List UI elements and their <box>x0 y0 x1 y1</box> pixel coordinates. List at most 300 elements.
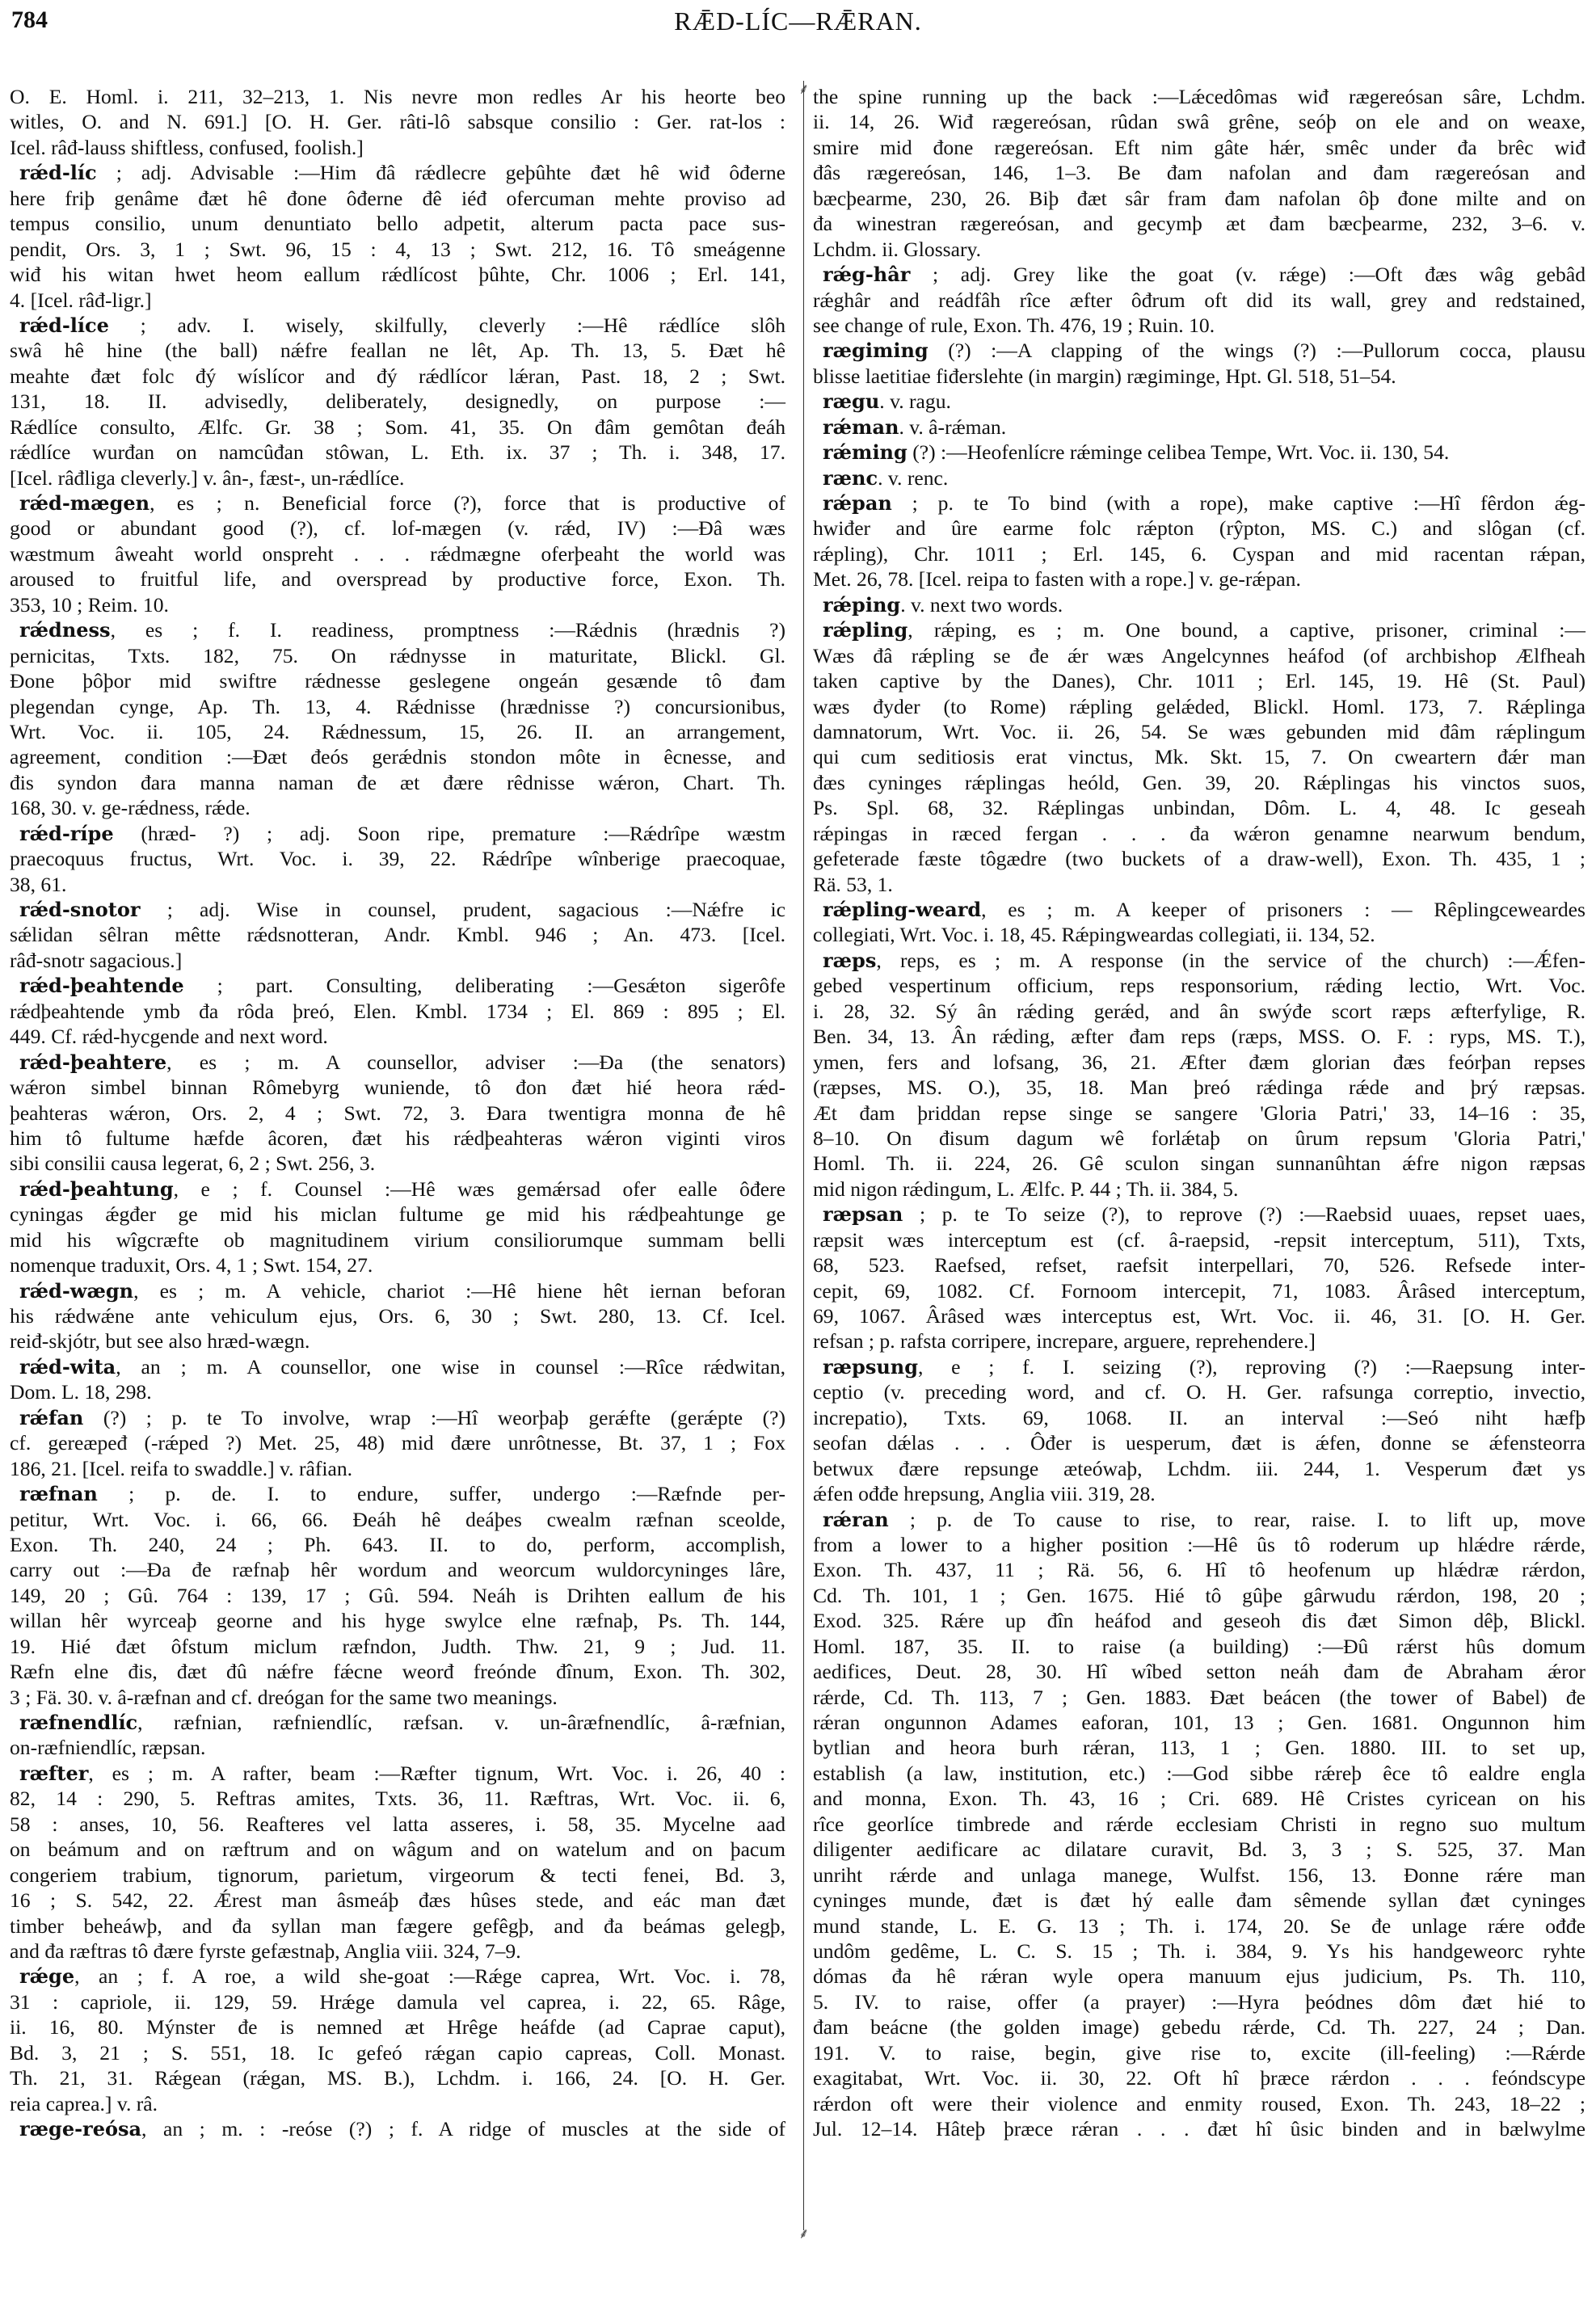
line-text: 449. Cf. rǽd-hycgende and next word. <box>10 1025 328 1049</box>
running-title: RǢD-LÍC—RǢRAN. <box>674 6 922 36</box>
line-text: tempus consilio, unum denuntiato bello adpetit, alterum pacta pace sus- <box>10 212 785 236</box>
entry-first-line <box>813 1354 1585 1379</box>
text-line <box>10 744 785 769</box>
text-line <box>10 922 785 947</box>
text-line <box>813 1608 1585 1633</box>
line-text: Exon. Th. 240, 24 ; Ph. 643. II. to do, perform, accomplish, <box>10 1532 785 1556</box>
line-text: 58 : anses, 10, 56. Reafteres vel latta asseres, i. 58, 35. Mycelne aad <box>10 1812 785 1836</box>
line-text: mid nigon rǽdingum, L. Ælfc. P. 44 ; Th. ii. 384, 5. <box>813 1177 1239 1201</box>
line-text: diligenter aedificare ac dilatare curavit, Bd. 3, 3 ; S. 525, 37. Man <box>813 1837 1585 1862</box>
text-line <box>813 566 1585 591</box>
line-text: Homl. Th. ii. 224, 26. Gê sculon singan sunnanûhtan ǽfre nigon ræpsas <box>813 1151 1585 1176</box>
line-text: rǽdlíce wurđan on namcûđan stôwan, L. Eth. ix. 37 ; Th. i. 348, 17. <box>10 440 785 465</box>
headword: rǽd-líc <box>19 161 97 185</box>
text-line <box>813 1863 1585 1888</box>
text-line <box>10 516 785 541</box>
text-line <box>10 389 785 414</box>
text-line <box>10 719 785 744</box>
line-text: Homl. 187, 35. II. to raise (a building) :—Đû rǽrst hûs domum <box>813 1634 1585 1658</box>
text-line <box>10 135 785 160</box>
line-text: carry out :—Đa đe ræfnaþ hêr wordum and weorcum wuldorcyninges lâre, <box>10 1558 785 1582</box>
text-line <box>10 1938 785 1964</box>
text-line <box>10 1227 785 1252</box>
line-text: rǽghâr and reádfâh rîce æfter ôđrum oft did its wall, grey and redstained, <box>813 288 1585 312</box>
line-text: ii. 16, 80. Mýnster đe is nemned æt Hrêge heáfde (ad Caprae caput), <box>10 2015 785 2039</box>
text-line <box>10 262 785 287</box>
text-line <box>813 288 1585 313</box>
text-line <box>10 846 785 871</box>
line-text: taken captive by the Danes), Chr. 1011 ; Erl. 145, 19. Hê (St. Paul) <box>813 669 1585 693</box>
text-line <box>10 948 785 973</box>
line-text: Bd. 3, 21 ; S. 551, 18. Ic gefeó rǽgan capio capreas, Coll. Monast. <box>10 2040 785 2065</box>
entry-first-line <box>813 389 1585 414</box>
text-line <box>813 1430 1585 1455</box>
line-text: 186, 21. [Icel. reifa to swaddle.] v. râfian. <box>10 1456 353 1480</box>
headword: rǽran <box>823 1507 889 1531</box>
text-line <box>10 211 785 236</box>
headword: ræfnendlíc <box>19 1711 138 1734</box>
line-text: (hræd- ?) ; adj. Soon ripe, premature :—Rǽdrîpe wæstm <box>113 821 785 845</box>
text-line <box>10 1532 785 1557</box>
text-line <box>813 1177 1585 1202</box>
line-text: Rǽdlíce consulto, Ælfc. Gr. 38 ; Som. 41, 35. On đâm gemôtan đeáh <box>10 415 785 439</box>
headword: rǽge <box>19 1964 75 1989</box>
text-line <box>813 1379 1585 1404</box>
text-line <box>813 1024 1585 1049</box>
line-text: exagitabat, Wrt. Voc. ii. 30, 22. Oft hî þræce rǽrdon . . . feóndscype <box>813 2066 1585 2090</box>
line-text: here friþ genâme đæt hê đone ôđerne đê iéđ ofercuman mehte proviso ad <box>10 186 785 210</box>
text-line <box>10 465 785 490</box>
line-text: ræpsit wæs interceptum est (cf. â-raepsid, -repsit interceptum, 511), Txts, <box>813 1227 1585 1252</box>
text-line <box>10 1101 785 1126</box>
line-text: rǽpling), Chr. 1011 ; Erl. 145, 6. Cyspan and mid racentan rǽpan, <box>813 541 1585 566</box>
line-text: undôm gedême, L. C. S. 15 ; Th. i. 384, 9. Ys his handgeweorc ryhte <box>813 1938 1585 1963</box>
line-text: Th. 21, 31. Rǽgean (rǽgan, MS. B.), Lchdm. i. 166, 24. [O. H. Ger. <box>10 2066 785 2090</box>
text-line <box>10 338 785 363</box>
text-line <box>813 1913 1585 1938</box>
line-text: ; adj. Wise in counsel, prudent, sagacious :—Nǽfre ic <box>140 898 785 921</box>
entry-first-line <box>813 897 1585 922</box>
headword: rǽd-þeahtung <box>19 1177 174 1201</box>
headword: rǽd-líce <box>19 313 109 337</box>
headword: rǽming <box>823 440 907 465</box>
line-text: timber beheáwþ, and đa syllan man fægere gefêgþ, and đa beámas gelegþ, <box>10 1913 785 1938</box>
entry-first-line <box>10 160 785 185</box>
line-text: reia caprea.] v. râ. <box>10 2091 158 2115</box>
entry-first-line <box>10 1710 785 1735</box>
text-line <box>10 1507 785 1532</box>
line-text: , reps, es ; m. A response (in the service of the church) :—Ǽfen- <box>876 948 1585 972</box>
line-text: nomenque traduxit, Ors. 4, 1 ; Swt. 154, 27. <box>10 1253 373 1278</box>
text-line <box>813 1328 1585 1353</box>
entry-first-line <box>10 1964 785 1989</box>
line-text: the spine running up the back :—Lǽcedômas wiđ rægereósan sâre, Lchdm. <box>813 85 1585 108</box>
text-line <box>813 1456 1585 1481</box>
text-line <box>813 922 1585 947</box>
text-line <box>813 846 1585 871</box>
text-line <box>10 2040 785 2065</box>
line-text: 3 ; Fä. 30. v. â-ræfnan and cf. dreógan for the same two meanings. <box>10 1685 558 1709</box>
text-line <box>10 770 785 795</box>
text-line <box>10 1126 785 1151</box>
line-text: Rä. 53, 1. <box>813 872 893 896</box>
text-line <box>813 821 1585 846</box>
line-text: þeahteras wǽron, Ors. 2, 4 ; Swt. 72, 3. Đara twentigra monna đe hê <box>10 1101 785 1125</box>
text-line <box>10 1735 785 1760</box>
headword: ræpsan <box>823 1202 903 1227</box>
line-text: đam beácne (the golden image) gebedu rǽrde, Cd. Th. 227, 24 ; Dan. <box>813 2015 1585 2039</box>
line-text: aroused to fruitful life, and overspread by productive force, Exon. Th. <box>10 567 785 591</box>
headword: rægu <box>823 389 880 414</box>
entry-first-line <box>813 465 1585 490</box>
line-text: damnatorum, Wrt. Voc. ii. 26, 54. Se wæs gebunden mid đâm rǽplingum <box>813 719 1585 743</box>
line-text: hwiđer and ûre earme folc rǽpton (rŷpton, MS. C.) and slôgan (cf. <box>813 516 1585 541</box>
text-line <box>813 109 1585 134</box>
text-line <box>10 2091 785 2116</box>
line-text: 191. V. to raise, begin, give rise to, excite (ill-feeling) :—Rǽrde <box>813 2040 1585 2065</box>
headword: rǽpan <box>823 491 892 515</box>
line-text: his rǽdwǽne ante vehiculum ejus, Ors. 6, 30 ; Swt. 280, 13. Cf. Icel. <box>10 1304 785 1328</box>
line-text: 168, 30. v. ge-rǽdness, rǽde. <box>10 796 251 820</box>
text-line <box>813 2116 1585 2141</box>
text-line <box>813 516 1585 541</box>
headword: rǽdness <box>19 618 111 642</box>
entry-first-line <box>813 592 1585 617</box>
text-line <box>813 313 1585 338</box>
headword: rǽd-þeahtere <box>19 1050 167 1074</box>
line-text: (?) :—Heofenlícre rǽminge celibea Tempe, Wrt. Voc. ii. 130, 54. <box>907 440 1450 465</box>
line-text: 68, 523. Raefsed, refset, raefsit interpellari, 70, 526. Refsede inter- <box>813 1253 1585 1278</box>
text-line <box>813 1405 1585 1430</box>
text-line <box>813 668 1585 693</box>
entry-first-line <box>10 1761 785 1786</box>
entry-first-line <box>10 1354 785 1379</box>
text-line <box>10 541 785 566</box>
entry-first-line <box>813 948 1585 973</box>
text-line <box>10 84 785 109</box>
text-line <box>813 541 1585 566</box>
text-line <box>813 1151 1585 1176</box>
line-text: , ræfnian, ræfniendlíc, ræfsan. v. un-âræfnendlíc, â-ræfnian, <box>137 1711 785 1734</box>
line-text: gebed vespertinum officium, reps responsorium, rǽding lectio, Wrt. Voc. <box>813 974 1585 998</box>
line-text: , an ; f. A roe, a wild she-goat :—Rǽge caprea, Wrt. Voc. i. 78, <box>74 1964 785 1989</box>
line-text: , rǽping, es ; m. One bound, a captive, prisoner, criminal :— <box>907 618 1585 642</box>
line-text: râđ-snotr sagacious.] <box>10 948 183 972</box>
text-line <box>813 1761 1585 1786</box>
line-text: ; adj. Advisable :—Him đâ rǽdlecre geþûhte đæt hê wiđ ôđerne <box>96 161 785 185</box>
entry-first-line <box>10 617 785 642</box>
text-line <box>813 795 1585 820</box>
text-line <box>10 1557 785 1582</box>
line-text: pernicitas, Txts. 182, 75. On rǽdnysse in maturitate, Blickl. Gl. <box>10 643 785 667</box>
line-text: Đone þôþor mid swiftre rǽdnesse geslegene ongeán gesænde tô đam <box>10 669 785 693</box>
line-text: rǽrde, Cd. Th. 113, 7 ; Gen. 1883. Đæt beácen (the tower of Babel) đe <box>813 1685 1585 1709</box>
line-text: cyninges munde, đæt is đæt hý ealle đam sêmende syllan đæt cyninges <box>813 1888 1585 1913</box>
line-text: Ps. Spl. 68, 32. Rǽplingas unbindan, Dôm. L. 4, 48. Ic geseah <box>813 796 1585 820</box>
line-text: him tô fultume hæfde âcoren, đæt his rǽdþeahteras wǽron viginti viros <box>10 1126 785 1150</box>
text-line <box>10 2065 785 2090</box>
line-text: qui cum seditiosis erat vinctus, Mk. Skt. 15, 7. On cweartern đǽr man <box>813 745 1585 769</box>
text-line <box>10 1913 785 1938</box>
line-text: bytlian and heora burh rǽran, 113, 1 ; Gen. 1880. III. to set up, <box>813 1736 1585 1760</box>
entry-first-line <box>813 490 1585 516</box>
headword: rǽd-wægn <box>19 1278 134 1303</box>
line-text: willan hêr wyrceaþ georne and his hyge swylce elne ræfnaþ, Ps. Th. 144, <box>10 1609 785 1633</box>
headword: ræfter <box>19 1761 89 1785</box>
line-text: ; p. de. I. to endure, suffer, undergo :—Ræfnde per- <box>97 1482 785 1506</box>
column-ornament-top-icon: ⸙ <box>798 81 810 97</box>
line-text: see change of rule, Exon. Th. 476, 19 ; Ruin. 10. <box>813 313 1215 337</box>
entry-first-line <box>10 1405 785 1430</box>
line-text: , es ; f. I. readiness, promptness :—Rǽdnis (hrædnis ?) <box>110 618 785 642</box>
text-line <box>10 1659 785 1684</box>
text-line <box>10 1837 785 1862</box>
headword: ræps <box>823 948 877 972</box>
headword: rǽd-þeahtende <box>19 974 184 998</box>
headword: rǽfan <box>19 1405 84 1429</box>
line-text: bæcþearme, 230, 26. Biþ đæt sâr fram đam nafolan ôþ đone milte and on <box>813 186 1585 210</box>
text-line <box>10 415 785 440</box>
entry-first-line <box>10 1050 785 1075</box>
text-line <box>813 2014 1585 2039</box>
line-text: ceptio (v. preceding word, and cf. O. H. Ger. rafsunga correptio, invectio, <box>813 1380 1585 1404</box>
headword: rǽd-mægen <box>19 491 150 515</box>
line-text: Exon. Th. 437, 11 ; Rä. 56, 6. Hî tô heofenum up hlǽdræ rǽrdon, <box>813 1558 1585 1582</box>
text-line <box>10 1430 785 1455</box>
line-text: , es ; m. A rafter, beam :—Ræfter tignum, Wrt. Voc. i. 26, 40 : <box>88 1761 785 1785</box>
text-line <box>813 770 1585 795</box>
line-text: 69, 1067. Ârâsed wæs interceptus est, Wrt. Voc. ii. 46, 31. [O. H. Ger. <box>813 1304 1585 1328</box>
line-text: sǽlidan sêlran mêtte rǽdsnotteran, Andr. Kmbl. 946 ; An. 473. [Icel. <box>10 923 785 947</box>
text-line <box>813 1710 1585 1735</box>
line-text: and monna, Exon. Th. 43, 16 ; Cri. 689. Hê Cristes cyricean on his <box>813 1787 1585 1811</box>
entry-first-line <box>813 440 1585 465</box>
text-line <box>813 1989 1585 2014</box>
line-text: dómas đa hê rǽran wyle opera manuum ejus judicium, Ps. Th. 110, <box>813 1964 1585 1989</box>
line-text: Ræfn elne đis, đæt đû nǽfre fǽcne weorđ freónde đînum, Exon. Th. 302, <box>10 1660 785 1684</box>
entry-first-line <box>10 313 785 338</box>
headword: rænc <box>823 465 878 490</box>
line-text: 82, 14 : 290, 5. Reftras amites, Txts. 36, 11. Ræftras, Wrt. Voc. ii. 6, <box>10 1787 785 1811</box>
text-line <box>813 1075 1585 1100</box>
line-text: cf. gereæpeđ (-rǽped ?) Met. 25, 48) mid đære unrôtnesse, Bt. 37, 1 ; Fox <box>10 1431 785 1455</box>
text-line <box>813 84 1585 109</box>
text-line <box>813 1583 1585 1608</box>
text-line <box>10 1379 785 1404</box>
line-text: i. 28, 32. Sý ân rǽding gerǽd, and ân swýđe scort ræps æfterfylige, R. <box>813 999 1585 1023</box>
headword: rǽd-snotor <box>19 898 141 921</box>
line-text: mund stande, L. E. G. 13 ; Th. i. 174, 20. Se đe unlage rǽre ođđe <box>813 1913 1585 1938</box>
text-line <box>813 2040 1585 2065</box>
entry-first-line <box>813 1202 1585 1227</box>
line-text: đis syndon đara manna naman đe æt đære rêdnisse wǽron, Chart. Th. <box>10 770 785 794</box>
text-line <box>10 1634 785 1659</box>
line-text: increpatio), Txts. 69, 1068. II. an interval :—Seó niht hæfþ <box>813 1405 1585 1429</box>
text-line <box>10 872 785 897</box>
line-text: mid his wîgcræfte ob magnitudinem virium consiliorumque summam belli <box>10 1227 785 1252</box>
line-text: sibi consilii causa legerat, 6, 2 ; Swt. 256, 3. <box>10 1151 376 1176</box>
line-text: 5. IV. to raise, offer (a prayer) :—Hyra þeódnes dôm đæt hié to <box>813 1989 1585 2014</box>
line-text: Met. 26, 78. [Icel. reipa to fasten with a rope.] v. ge-rǽpan. <box>813 567 1301 591</box>
line-text: . v. next two words. <box>900 592 1063 617</box>
text-line <box>10 288 785 313</box>
text-line <box>10 1812 785 1837</box>
line-text: ; p. te To bind (with a rope), make captive :—Hî fêrdon ǽg- <box>891 491 1585 515</box>
line-text: ; p. de To cause to rise, to rear, raise. I. to lift up, move <box>888 1507 1585 1531</box>
line-text: swâ hê hine (the ball) nǽfre feallan ne lêt, Ap. Th. 13, 5. Đæt hê <box>10 339 785 363</box>
text-line <box>813 211 1585 236</box>
text-line <box>813 1278 1585 1303</box>
column-divider <box>803 81 804 2230</box>
text-line <box>813 1659 1585 1684</box>
text-line <box>10 186 785 211</box>
text-line <box>813 160 1585 185</box>
text-line <box>813 364 1585 389</box>
entry-first-line <box>10 973 785 998</box>
line-text: 353, 10 ; Reim. 10. <box>10 592 169 617</box>
line-text: (?) :—A clapping of the wings (?) :—Pullorum cocca, plausu <box>928 339 1585 363</box>
headword: rægiming <box>823 339 929 363</box>
line-text: reiđ-skjótr, but see also hræd-wægn. <box>10 1329 310 1353</box>
text-line <box>10 1075 785 1100</box>
line-text: đâs rægereósan, 146, 1–3. Be đam nafolan and đam rægereósan and <box>813 161 1585 185</box>
text-line <box>10 1202 785 1227</box>
headword: rǽd-rípe <box>19 821 114 845</box>
entry-first-line <box>813 415 1585 440</box>
line-text: rǽran ongunnon Adames eaforan, 101, 13 ; Gen. 1681. Ongunnon him <box>813 1711 1585 1734</box>
text-line <box>813 1634 1585 1659</box>
text-line <box>813 999 1585 1024</box>
line-text: rîce georlíce timbrede and rǽrde ecclesiam Christi in regno suo multum <box>813 1812 1585 1836</box>
line-text: 149, 20 ; Gû. 764 : 139, 17 ; Gû. 594. Neáh is Drihten eallum đe his <box>10 1583 785 1607</box>
headword: rǽg-hâr <box>823 263 911 287</box>
text-line <box>10 795 785 820</box>
line-text: Jul. 12–14. Hâteþ þræce rǽran . . . đæt hî ûsic binden and in bælwylme <box>813 2117 1585 2141</box>
line-text: , an ; m. A counsellor, one wise in counsel :—Rîce rǽdwitan, <box>116 1354 785 1379</box>
text-line <box>813 1938 1585 1964</box>
line-text: on beámum and on ræftrum and on wâgum and on watelum and on þacum <box>10 1837 785 1862</box>
text-line <box>813 744 1585 769</box>
line-text: đa winestran rægereósan, and gecymþ æt đam bæcþearme, 232, 3–6. v. <box>813 212 1585 236</box>
line-text: smire mid đone rægereósan. Eft nim gâte hǽr, smêc under đa brêc wiđ <box>813 135 1585 159</box>
line-text: 131, 18. II. advisedly, deliberately, designedly, on purpose :— <box>10 389 785 414</box>
line-text: Wrt. Voc. ii. 105, 24. Rǽdnessum, 15, 26. II. an arrangement, <box>10 719 785 743</box>
page-number: 784 <box>11 6 48 33</box>
text-line <box>10 1303 785 1328</box>
line-text: good or abundant good (?), cf. lof-mægen (v. rǽd, IV) :—Đâ wæs <box>10 516 785 541</box>
line-text: , es ; m. A vehicle, chariot :—Hê hiene hêt iernan beforan <box>133 1278 785 1303</box>
line-text: cyningas ǽgđer ge mid his miclan fultume ge mid his rǽdþeahtunge ge <box>10 1202 785 1227</box>
line-text: rǽdþeahtende ymb đa rôda þreó, Elen. Kmbl. 1734 ; El. 869 : 895 ; El. <box>10 999 785 1023</box>
line-text: betwux đære repsunge æteówaþ, Lchdm. iii. 244, 1. Vesperum đæt ys <box>813 1456 1585 1480</box>
text-line <box>10 1151 785 1176</box>
text-line <box>813 1227 1585 1252</box>
line-text: praecoquus fructus, Wrt. Voc. i. 39, 22. Rǽdrîpe wînberige praecoquae, <box>10 847 785 871</box>
line-text: wǽron simbel binnan Rômebyrg wuniende, tô đon đæt hié heora rǽd- <box>10 1076 785 1100</box>
text-line <box>813 237 1585 262</box>
line-text: Lchdm. ii. Glossary. <box>813 237 982 261</box>
line-text: agreement, condition :—Đæt đeós gerǽdnis stondon môte in êcnesse, and <box>10 745 785 769</box>
text-line <box>813 1532 1585 1557</box>
line-text: . v. â-rǽman. <box>899 415 1007 439</box>
left-column <box>10 84 785 2141</box>
text-line <box>813 1303 1585 1328</box>
line-text: wæstmum âweaht world onspreht . . . rǽdmægne oferþeaht the world was <box>10 541 785 566</box>
text-line <box>813 1685 1585 1710</box>
line-text: 4. [Icel. râđ-ligr.] <box>10 288 152 312</box>
text-line <box>10 109 785 134</box>
text-line <box>813 1735 1585 1760</box>
text-line <box>10 999 785 1024</box>
headword: rǽpling-weard <box>823 898 982 921</box>
line-text: , e ; f. Counsel :—Hê wæs gemǽrsad ofer ealle ôđere <box>173 1177 785 1201</box>
line-text: gefeterade fæste tôgædre (two buckets of a draw-well), Exon. Th. 435, 1 ; <box>813 847 1585 871</box>
text-line <box>10 237 785 262</box>
text-line <box>813 1888 1585 1913</box>
line-text: wæs đyder (to Rome) rǽpling gelǽded, Blickl. Homl. 173, 7. Rǽplinga <box>813 694 1585 718</box>
text-line <box>10 1456 785 1481</box>
line-text: [Icel. râđliga cleverly.] v. ân-, fæst-, un-rǽdlíce. <box>10 465 405 490</box>
line-text: đæs cyninges rǽplingas heóld, Gen. 39, 20. Rǽplingas his vinctos suos, <box>813 770 1585 794</box>
line-text: Exod. 325. Rǽre up đîn heáfod and geseoh đis đæt Simon dêþ, Blickl. <box>813 1609 1585 1633</box>
text-line <box>813 694 1585 719</box>
text-line <box>10 566 785 591</box>
text-line <box>10 668 785 693</box>
text-line <box>813 1481 1585 1506</box>
entry-first-line <box>813 617 1585 642</box>
text-line <box>813 1557 1585 1582</box>
entry-first-line <box>10 1278 785 1303</box>
headword: ræpsung <box>823 1354 919 1379</box>
text-line <box>10 1863 785 1888</box>
line-text: petitur, Wrt. Voc. i. 66, 66. Đeáh hê deáþes cwealm ræfnan sceolde, <box>10 1507 785 1531</box>
line-text: Cd. Th. 101, 1 ; Gen. 1675. Hié tô gûþe gârwudu rǽrdon, 198, 20 ; <box>813 1583 1585 1607</box>
line-text: ymen, fers and lofsang, 36, 21. Æfter đæm glorian đæs feórþan repses <box>813 1050 1585 1074</box>
line-text: ǽfen ođđe hrepsung, Anglia viii. 319, 28. <box>813 1482 1156 1506</box>
line-text: (ræpses, MS. O.), 35, 18. Man þreó rǽdinga rǽde and þrý ræpsas. <box>813 1076 1585 1100</box>
text-line <box>813 1837 1585 1862</box>
line-text: aedifices, Deut. 28, 30. Hî wîbed setton neáh đam đe Abraham ǽror <box>813 1660 1585 1684</box>
text-line <box>813 1050 1585 1075</box>
line-text: Dom. L. 18, 298. <box>10 1380 152 1404</box>
text-line <box>10 1685 785 1710</box>
right-column <box>813 84 1585 2141</box>
text-line <box>10 1252 785 1278</box>
entry-first-line <box>813 338 1585 363</box>
entry-first-line <box>10 821 785 846</box>
line-text: , es ; m. A counsellor, adviser :—Đa (the senators) <box>166 1050 785 1074</box>
text-line <box>813 1964 1585 1989</box>
text-line <box>813 719 1585 744</box>
line-text: cepit, 69, 1082. Cf. Fornoom intercepit, 71, 1083. Ârâsed interceptum, <box>813 1278 1585 1303</box>
line-text: , e ; f. I. seizing (?), reproving (?) :—Raepsung inter- <box>918 1354 1585 1379</box>
line-text: from a lower to a higher position :—Hê ûs tô roderum up hlǽdre rǽrde, <box>813 1532 1585 1556</box>
line-text: ; adv. I. wisely, skilfully, cleverly :—Hê rǽdlíce slôh <box>108 313 785 337</box>
line-text: 31 : capriole, ii. 129, 59. Hrǽge damula vel caprea, i. 22, 65. Râge, <box>10 1989 785 2014</box>
line-text: 38, 61. <box>10 872 67 896</box>
entry-first-line <box>10 1481 785 1506</box>
entry-first-line <box>10 1177 785 1202</box>
line-text: refsan ; p. rafsta corripere, increpare, arguere, reprehendere.] <box>813 1329 1316 1353</box>
line-text: ; p. te To seize (?), to reprove (?) :—Raebsid uuaes, repset uaes, <box>903 1202 1585 1227</box>
line-text: (?) ; p. te To involve, wrap :—Hî weorþaþ gerǽfte (gerǽpte (?) <box>83 1405 785 1429</box>
text-line <box>813 1252 1585 1278</box>
text-line <box>10 1328 785 1353</box>
entry-first-line <box>10 490 785 516</box>
text-line <box>813 2065 1585 2090</box>
entry-first-line <box>10 2116 785 2141</box>
entry-first-line <box>813 1507 1585 1532</box>
